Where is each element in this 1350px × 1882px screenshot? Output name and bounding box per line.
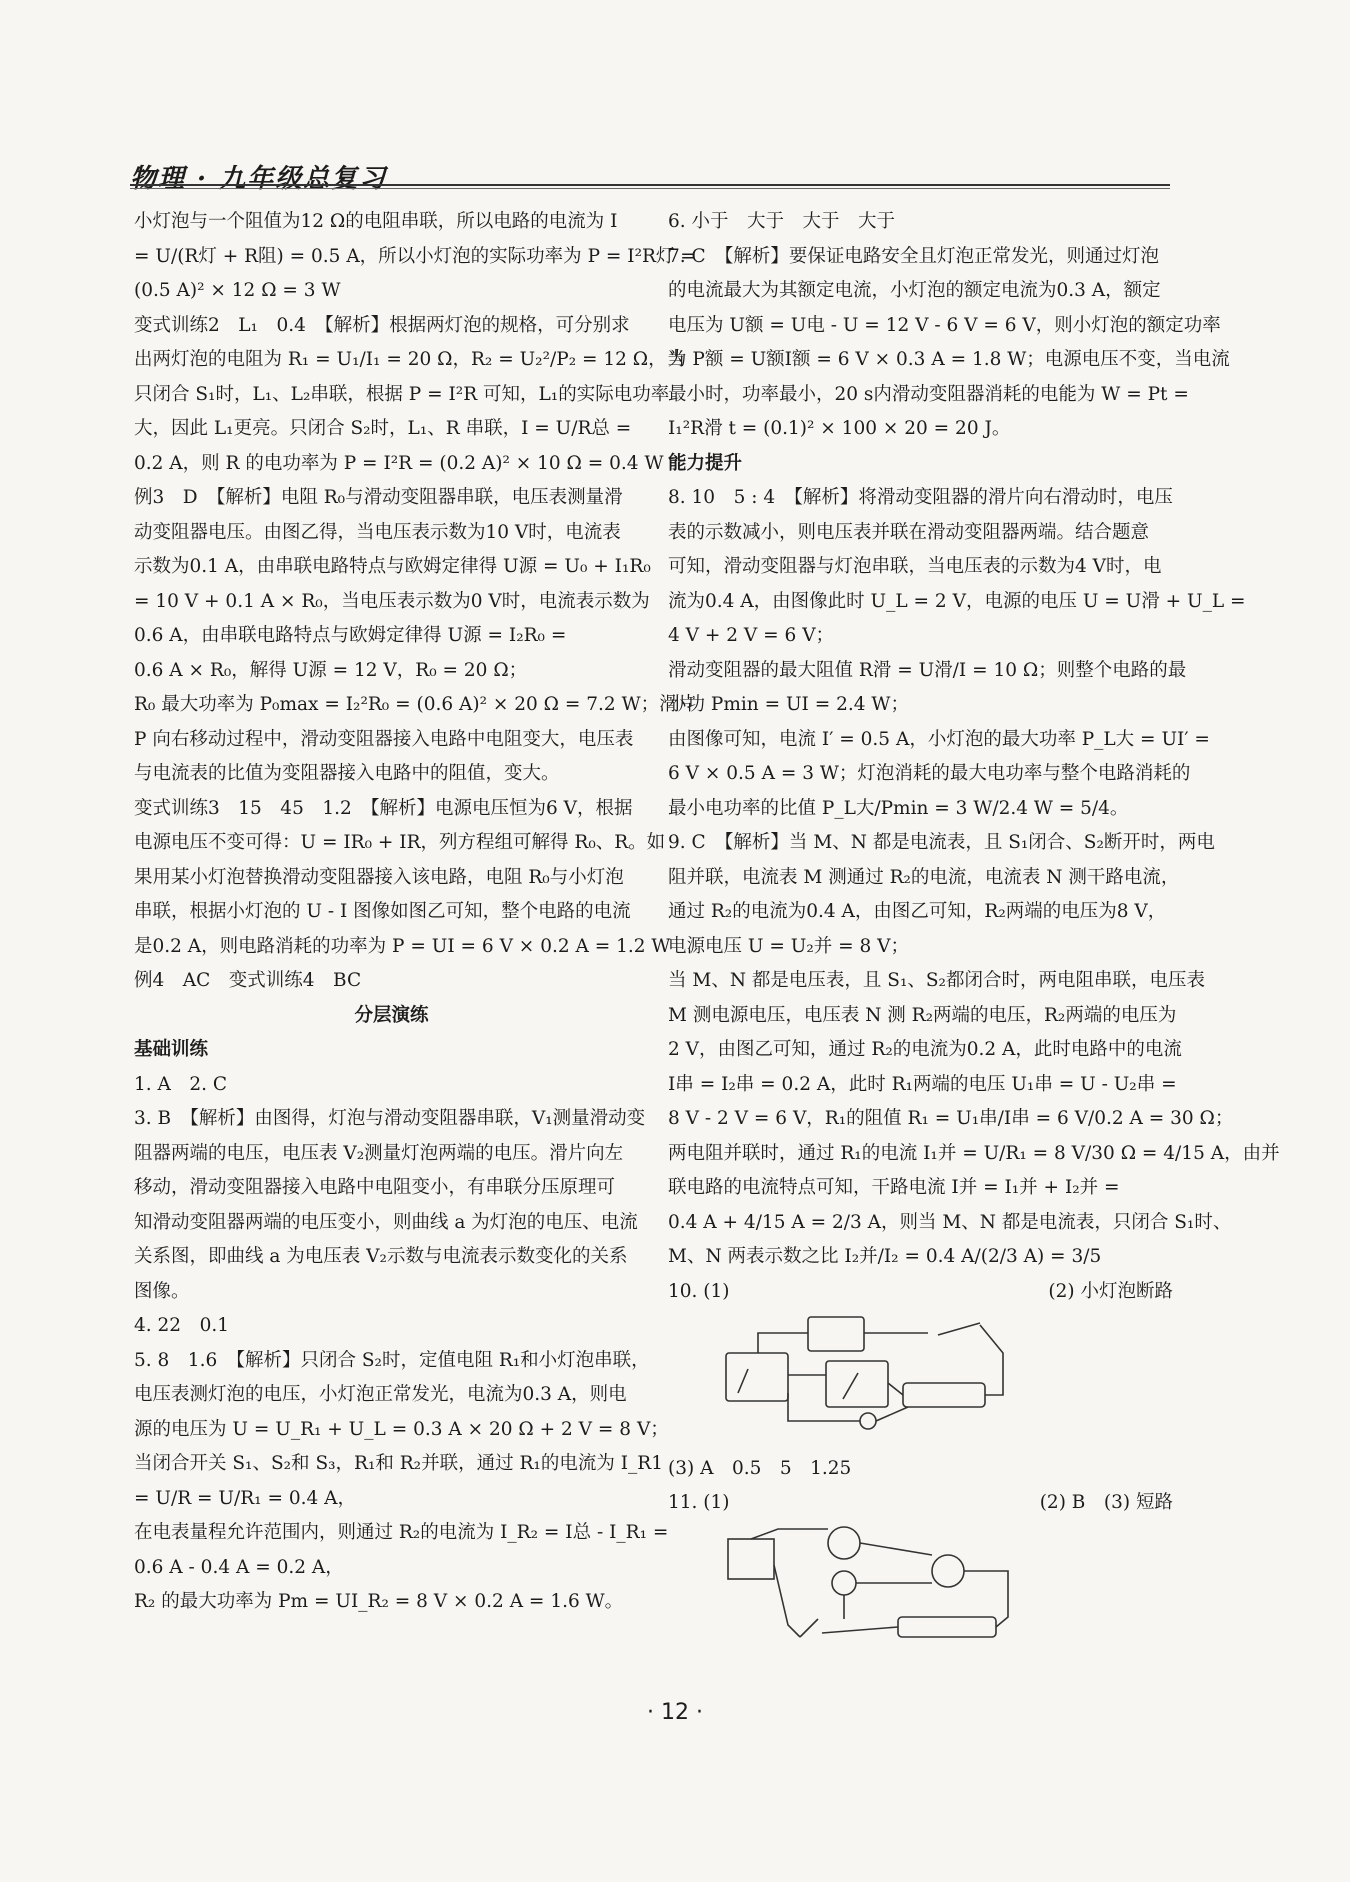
text-line: 在电表量程允许范围内，则通过 R₂的电流为 I_R₂ = I总 - I_R₁ = [134,1522,669,1543]
text-line: 8. 10 5 : 4 【解析】将滑动变阻器的滑片向右滑动时，电压 [668,487,1173,508]
text-line: 8 V - 2 V = 6 V，R₁的阻值 R₁ = U₁串/I串 = 6 V/0.2 A = 30 Ω； [668,1108,1234,1129]
text-line: R₂ 的最大功率为 Pm = UI_R₂ = 8 V × 0.2 A = 1.6 W。 [134,1591,624,1612]
text-line: 动变阻器电压。由图乙得，当电压表示数为10 V时，电流表 [134,521,621,543]
text-line: = U/(R灯 + R阻) = 0.5 A，所以小灯泡的实际功率为 P = I²R灯 = [134,245,696,267]
text-line: 是0.2 A，则电路消耗的功率为 P = UI = 6 V × 0.2 A = 1.2 W [134,935,671,957]
q11-line [668,1486,1173,1521]
text-line: 串联，根据小灯泡的 U - I 图像如图乙可知，整个电路的电流 [134,901,631,922]
page-number: · 12 · [647,1700,703,1725]
q11-answer: (2) B (3) 短路 [1039,1492,1173,1513]
q10-circuit-figure [718,1313,1018,1433]
text-line: 出两灯泡的电阻为 R₁ = U₁/I₁ = 20 Ω，R₂ = U₂²/P₂ = 12 Ω，当 [134,349,686,370]
text-line: 例3 D 【解析】电阻 R₀与滑动变阻器串联，电压表测量滑 [134,487,623,508]
text-line: 3. B 【解析】由图得，灯泡与滑动变阻器串联，V₁测量滑动变 [134,1108,646,1129]
text-line: 电压为 U额 = U电 - U = 12 V - 6 V = 6 V，则小灯泡的额定功率 [668,314,1221,336]
text-line: I₁²R滑 t = (0.1)² × 100 × 20 = 20 J。 [668,418,1011,439]
text-line: 两电阻并联时，通过 R₁的电流 I₁并 = U/R₁ = 8 V/30 Ω = 4/15 A，由并 [668,1142,1280,1164]
header-rule [130,184,1170,189]
q10-answer-3: (3) A 0.5 5 1.25 [668,1457,852,1479]
text-line: 大，因此 L₁更亮。只闭合 S₂时，L₁、R 串联，I = U/R总 = [134,418,632,439]
text-line: 0.4 A + 4/15 A = 2/3 A，则当 M、N 都是电流表，只闭合 S₁时、 [668,1211,1232,1233]
text-line: 6 V × 0.5 A = 3 W；灯泡消耗的最大电功率与整个电路消耗的 [668,763,1191,784]
text-line: P 向右移动过程中，滑动变阻器接入电路中电阻变大，电压表 [134,728,634,750]
text-line: 示数为0.1 A，由串联电路特点与欧姆定律得 U源 = U₀ + I₁R₀ [134,556,651,577]
text-line: (0.5 A)² × 12 Ω = 3 W [134,280,341,301]
subsection-title: 能力提升 [668,452,743,474]
text-line: 果用某小灯泡替换滑动变阻器接入该电路，电阻 R₀与小灯泡 [134,866,624,888]
text-line: M、N 两表示数之比 I₂并/I₂ = 0.4 A/(2/3 A) = 3/5 [668,1246,1102,1267]
text-line: 电源电压不变可得：U = IR₀ + IR，列方程组可解得 R₀、R。如 [134,832,666,853]
text-line: = U/R = U/R₁ = 0.4 A， [134,1487,356,1509]
q10-answer-2: (2) 小灯泡断路 [1048,1280,1173,1302]
text-line: 源的电压为 U = U_R₁ + U_L = 0.3 A × 20 Ω + 2 V = 8 V； [134,1418,669,1440]
left-column [134,205,697,1620]
text-line: 当闭合开关 S₁、S₂和 S₃，R₁和 R₂并联，通过 R₁的电流为 I_R1 [134,1453,663,1474]
text-line: 只闭合 S₁时，L₁、L₂串联，根据 P = I²R 可知，L₁的实际电功率 [134,383,670,405]
right-column [668,205,1280,1673]
text-line: 与电流表的比值为变阻器接入电路中的阻值，变大。 [134,763,560,784]
text-line: I串 = I₂串 = 0.2 A，此时 R₁两端的电压 U₁串 = U - U₂串 = [668,1073,1177,1095]
text-line: 0.6 A，由串联电路特点与欧姆定律得 U源 = I₂R₀ = [134,625,567,646]
text-line: 电源电压 U = U₂并 = 8 V； [668,935,910,957]
text-line: 移动，滑动变阻器接入电路中电阻变小，有串联分压原理可 [134,1177,616,1198]
text-line: 为 P额 = U额I额 = 6 V × 0.3 A = 1.8 W；电源电压不变，当电流 [668,349,1230,370]
text-line: 知滑动变阻器两端的电压变小，则曲线 a 为灯泡的电压、电流 [134,1211,638,1233]
text-line: 6. 小于 大于 大于 大于 [668,211,896,232]
text-line: 4. 22 0.1 [134,1315,229,1336]
section-title: 分层演练 [354,1004,429,1026]
text-line: R₀ 最大功率为 P₀max = I₂²R₀ = (0.6 A)² × 20 Ω = 7.2 W；滑片 [134,694,697,715]
text-line: 当 M、N 都是电压表，且 S₁、S₂都闭合时，两电阻串联，电压表 [668,970,1205,991]
q10-label: 10. (1) [668,1280,730,1302]
text-line: M 测电源电压，电压表 N 测 R₂两端的电压，R₂两端的电压为 [668,1004,1177,1026]
text-line: 关系图，即曲线 a 为电压表 V₂示数与电流表示数变化的关系 [134,1246,628,1267]
q10-line [668,1275,1173,1310]
text-line: = 10 V + 0.1 A × R₀，当电压表示数为0 V时，电流表示数为 [134,590,650,612]
text-line: 联电路的电流特点可知，干路电流 I并 = I₁并 + I₂并 = [668,1177,1120,1198]
text-line: 变式训练3 15 45 1.2 【解析】电源电压恒为6 V，根据 [134,797,633,819]
text-line: 阻并联，电流表 M 测通过 R₂的电流，电流表 N 测干路电流， [668,866,1180,888]
text-line: 小灯泡与一个阻值为12 Ω的电阻串联，所以电路的电流为 I [134,211,618,232]
text-line: 由图像可知，电流 I′ = 0.5 A，小灯泡的最大功率 P_L大 = UI′ = [668,728,1210,750]
text-line: 0.6 A × R₀，解得 U源 = 12 V，R₀ = 20 Ω； [134,659,528,681]
text-line: 表的示数减小，则电压表并联在滑动变阻器两端。结合题意 [668,521,1150,543]
text-line: 电压表测灯泡的电压，小灯泡正常发光，电流为0.3 A，则电 [134,1384,627,1405]
page-header: 物理 · 九年级总复习 [130,164,388,194]
text-line: 7. C 【解析】要保证电路安全且灯泡正常发光，则通过灯泡 [668,245,1159,267]
q11-label: 11. (1) [668,1492,730,1513]
text-line: 1. A 2. C [134,1073,228,1095]
text-line: 2 V，由图乙可知，通过 R₂的电流为0.2 A，此时电路中的电流 [668,1039,1182,1060]
text-line: 9. C 【解析】当 M、N 都是电流表，且 S₁闭合、S₂断开时，两电 [668,832,1215,853]
text-line: 通过 R₂的电流为0.4 A，由图乙可知，R₂两端的电压为8 V， [668,901,1167,922]
q11-circuit-figure [718,1525,1018,1655]
text-line: 可知，滑动变阻器与灯泡串联，当电压表的示数为4 V时，电 [668,556,1162,577]
text-line: 变式训练2 L₁ 0.4 【解析】根据两灯泡的规格，可分别求 [134,314,630,336]
text-line: 的电流最大为其额定电流，小灯泡的额定电流为0.3 A，额定 [668,280,1161,301]
text-line: 滑动变阻器的最大阻值 R滑 = U滑/I = 10 Ω；则整个电路的最 [668,659,1187,681]
text-line: 例4 AC 变式训练4 BC [134,970,362,991]
text-line: 5. 8 1.6 【解析】只闭合 S₂时，定值电阻 R₁和小灯泡串联， [134,1349,650,1371]
text-line: 最小电功率的比值 P_L大/Pmin = 3 W/2.4 W = 5/4。 [668,797,1129,819]
subsection-title: 基础训练 [134,1039,209,1060]
text-line: 流为0.4 A，由图像此时 U_L = 2 V，电源的电压 U = U滑 + U_L = [668,590,1246,612]
text-line: 图像。 [134,1280,190,1302]
text-line: 0.6 A - 0.4 A = 0.2 A， [134,1556,344,1578]
text-line: 小功 Pmin = UI = 2.4 W； [668,694,909,715]
text-line: 阻器两端的电压，电压表 V₂测量灯泡两端的电压。滑片向左 [134,1142,624,1164]
text-line: 0.2 A，则 R 的电功率为 P = I²R = (0.2 A)² × 10 Ω = 0.4 W [134,452,664,474]
text-line: 最小时，功率最小，20 s内滑动变阻器消耗的电能为 W = Pt = [668,383,1189,405]
text-line: 4 V + 2 V = 6 V； [668,625,835,646]
